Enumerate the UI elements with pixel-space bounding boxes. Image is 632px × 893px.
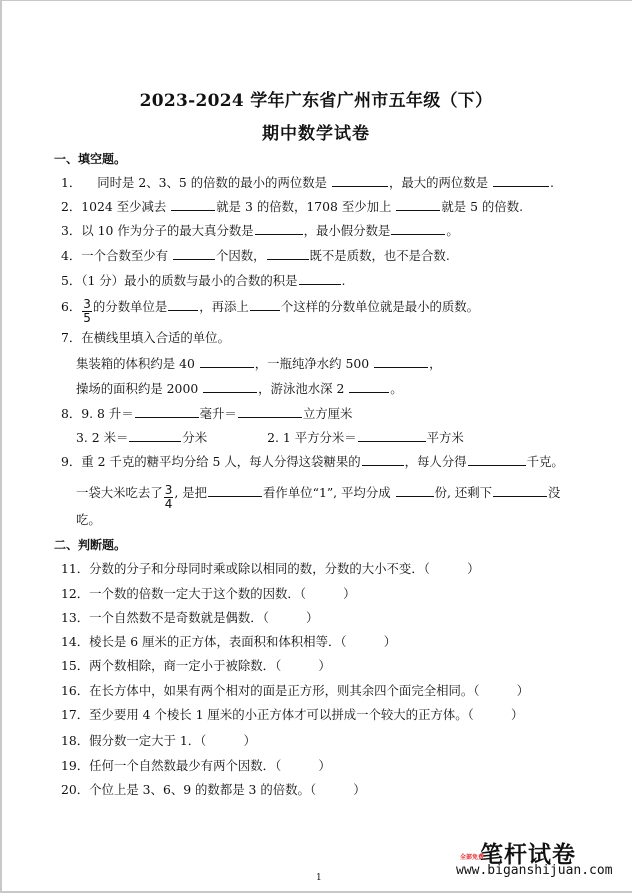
answer-blank[interactable]	[396, 484, 434, 497]
question-8-line-2: 3. 2 米＝ 分米 2. 1 平方分米＝ 平方米	[76, 430, 464, 445]
question-number: 3．	[61, 223, 82, 238]
answer-blank[interactable]	[171, 198, 215, 211]
answer-blank[interactable]	[208, 484, 262, 497]
judgment-question: 14．棱长是 6 厘米的正方体，表面积和体积相等．（ ）	[61, 634, 397, 649]
answer-blank[interactable]	[135, 405, 199, 418]
judgment-question: 16．在长方体中，如果有两个相对的面是正方形，则其余四个面完全相同。（ ）	[61, 683, 530, 698]
question-1: 1． 同时是 2、3、5 的倍数的最小的两位数是 ，最大的两位数是 .	[61, 175, 554, 190]
question-9-line-2: 一袋大米吃去了 $\frac{3}{4}$ , 是把 看作单位“1”, 平均分成 份, 还剩下 没	[76, 483, 561, 511]
exam-subtitle: 期中数学试卷	[262, 124, 370, 144]
page-border-top	[0, 0, 632, 1]
answer-blank[interactable]	[168, 298, 198, 311]
answer-blank[interactable]	[374, 355, 428, 368]
answer-blank[interactable]	[129, 429, 181, 442]
answer-blank[interactable]	[396, 198, 440, 211]
answer-blank[interactable]	[358, 429, 426, 442]
question-number: 6．	[61, 299, 82, 314]
question-6: 6． $\frac{3}{5}$ 的分数单位是 ，再添上 个这样的分数单位就是最小的质数。	[61, 297, 480, 325]
judgment-question: 19．任何一个自然数最少有两个因数．（ ）	[61, 758, 331, 773]
judgment-question: 18．假分数一定大于 1．（ ）	[61, 733, 256, 748]
answer-blank[interactable]	[362, 453, 404, 466]
page-number: 1	[316, 873, 322, 883]
fraction-3-5: $\frac{3}{5}$	[83, 297, 91, 325]
answer-blank[interactable]	[238, 405, 302, 418]
question-8: 8．9. 8 升＝ 毫升＝ 立方厘米	[61, 406, 353, 421]
question-9: 9．重 2 千克的糖平均分给 5 人，每人分得这袋糖果的 ，每人分得 千克。	[61, 454, 564, 469]
question-5: 5．（1 分）最小的质数与最小的合数的积是 .	[61, 273, 346, 288]
answer-blank[interactable]	[468, 453, 526, 466]
question-3: 3．以 10 作为分子的最大真分数是 ，最小假分数是 。	[61, 223, 459, 238]
judgment-question: 20．个位上是 3、6、9 的数都是 3 的倍数。（ ）	[61, 782, 366, 797]
answer-blank[interactable]	[349, 380, 389, 393]
judgment-question: 15．两个数相除，商一定小于被除数．（ ）	[61, 658, 331, 673]
answer-blank[interactable]	[391, 222, 445, 235]
watermark-name: 笔杆试卷	[480, 842, 576, 868]
answer-blank[interactable]	[267, 247, 309, 260]
question-number: 7．	[61, 330, 82, 345]
question-7-line-2: 操场的面积约是 2000 ，游泳池水深 2 。	[76, 381, 403, 396]
question-9-line-3: 吃。	[76, 512, 101, 527]
question-number: 5．	[61, 273, 82, 288]
answer-blank[interactable]	[332, 174, 388, 187]
section-heading-judgment: 二、判断题。	[54, 538, 127, 552]
judgment-question: 12．一个数的倍数一定大于这个数的因数．（ ）	[61, 586, 356, 601]
answer-blank[interactable]	[255, 222, 303, 235]
question-number: 1．	[61, 175, 82, 190]
watermark-url: www.biganshijuan.com	[456, 863, 613, 878]
exam-title: 2023-2024 学年广东省广州市五年级（下）	[139, 91, 493, 111]
question-7: 7．在横线里填入合适的单位。	[61, 330, 230, 345]
question-2: 2．1024 至少减去 就是 3 的倍数，1708 至少加上 就是 5 的倍数.	[61, 199, 524, 214]
question-4: 4．一个合数至少有 个因数， 既不是质数，也不是合数.	[61, 248, 450, 263]
question-number: 4．	[61, 248, 82, 263]
judgment-question: 17．至少要用 4 个棱长 1 厘米的小正方体才可以拼成一个较大的正方体。（ ）	[61, 707, 524, 722]
question-7-line-1: 集装箱的体积约是 40 ，一瓶纯净水约 500 ，	[76, 356, 442, 371]
watermark-tag: 全部免费	[460, 854, 485, 861]
answer-blank[interactable]	[299, 272, 341, 285]
section-heading-fill-in: 一、填空题。	[54, 152, 127, 166]
judgment-question: 11．分数的分子和分母同时乘或除以相同的数，分数的大小不变．（ ）	[61, 561, 480, 576]
watermark-logo	[448, 836, 628, 886]
answer-blank[interactable]	[203, 380, 257, 393]
answer-blank[interactable]	[493, 174, 549, 187]
answer-blank[interactable]	[200, 355, 254, 368]
answer-blank[interactable]	[493, 484, 547, 497]
fraction-3-4: $\frac{3}{4}$	[164, 483, 173, 511]
question-number: 2．	[61, 199, 82, 214]
question-number: 8．	[61, 406, 82, 421]
judgment-question: 13．一个自然数不是奇数就是偶数．（ ）	[61, 610, 319, 625]
question-number: 9．	[61, 454, 82, 469]
answer-blank[interactable]	[250, 298, 280, 311]
answer-blank[interactable]	[173, 247, 215, 260]
